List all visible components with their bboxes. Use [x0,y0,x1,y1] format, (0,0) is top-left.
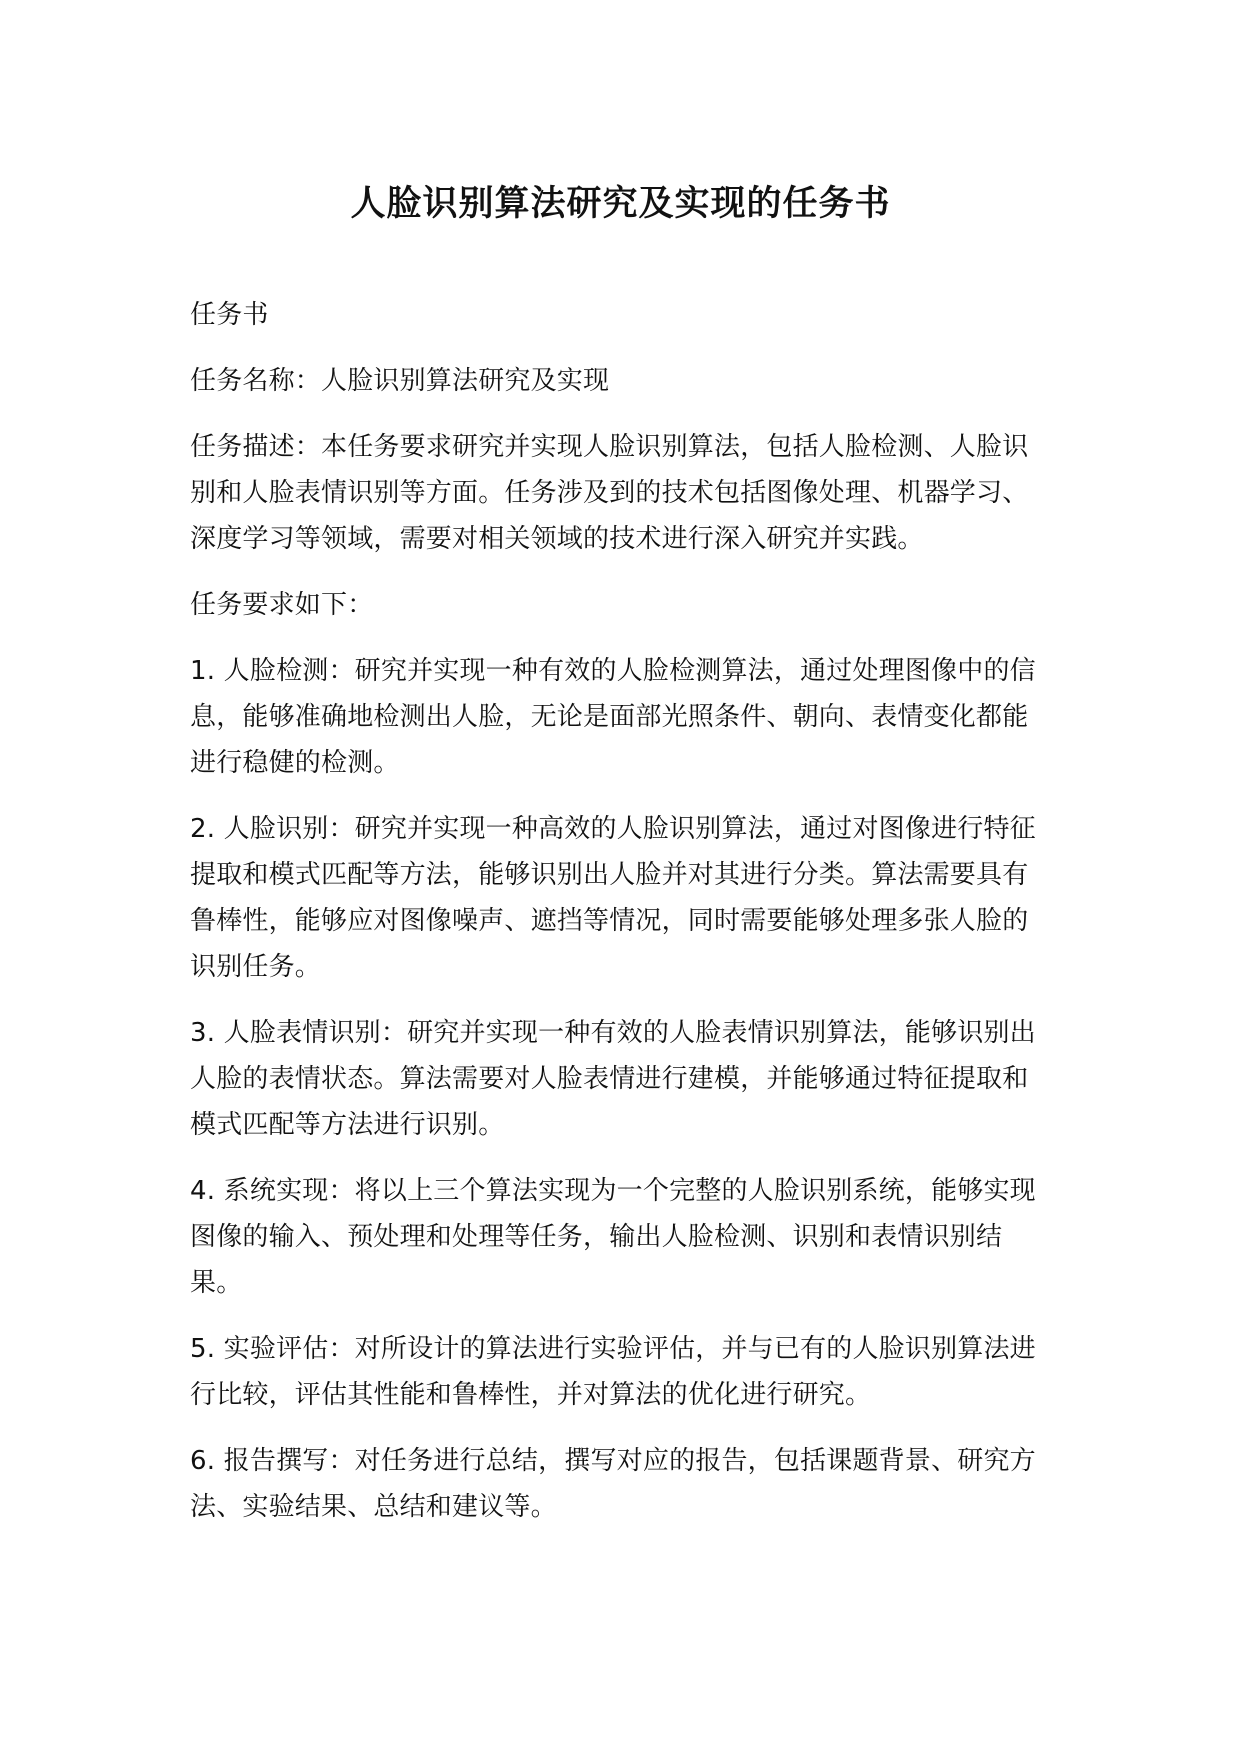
paragraph-task-name: 任务名称：人脸识别算法研究及实现 [190,366,610,396]
paragraph-item-1: 1. 人脸检测：研究并实现一种有效的人脸检测算法，通过处理图像中的信息，能够准确地检测出人脸，无论是面部光照条件、朝向、表情变化都能进行稳健的检测。 [190,656,1036,778]
paragraph-item-3: 3. 人脸表情识别：研究并实现一种有效的人脸表情识别算法，能够识别出人脸的表情状态。算法需要对人脸表情进行建模，并能够通过特征提取和模式匹配等方法进行识别。 [190,1018,1036,1140]
document-body [190,292,1046,1550]
paragraph-item-5: 5. 实验评估：对所设计的算法进行实验评估，并与已有的人脸识别算法进行比较，评估其性能和鲁棒性，并对算法的优化进行研究。 [190,1334,1036,1410]
paragraph-item-6: 6. 报告撰写：对任务进行总结，撰写对应的报告，包括课题背景、研究方法、实验结果、总结和建议等。 [190,1446,1036,1522]
paragraph-heading: 任务书 [190,300,269,330]
paragraph-requirements-intro: 任务要求如下： [190,590,374,620]
paragraph-item-2: 2. 人脸识别：研究并实现一种高效的人脸识别算法，通过对图像进行特征提取和模式匹配等方法，能够识别出人脸并对其进行分类。算法需要具有鲁棒性，能够应对图像噪声、遮挡等情况，同时需要能够处理多张人脸的识别任务。 [190,814,1036,982]
document-title: 人脸识别算法研究及实现的任务书 [350,184,891,224]
paragraph-task-description: 任务描述：本任务要求研究并实现人脸识别算法，包括人脸检测、人脸识别和人脸表情识别等方面。任务涉及到的技术包括图像处理、机器学习、深度学习等领域，需要对相关领域的技术进行深入研究并实践。 [190,432,1029,554]
paragraph-item-4: 4. 系统实现：将以上三个算法实现为一个完整的人脸识别系统，能够实现图像的输入、预处理和处理等任务，输出人脸检测、识别和表情识别结果。 [190,1176,1036,1298]
